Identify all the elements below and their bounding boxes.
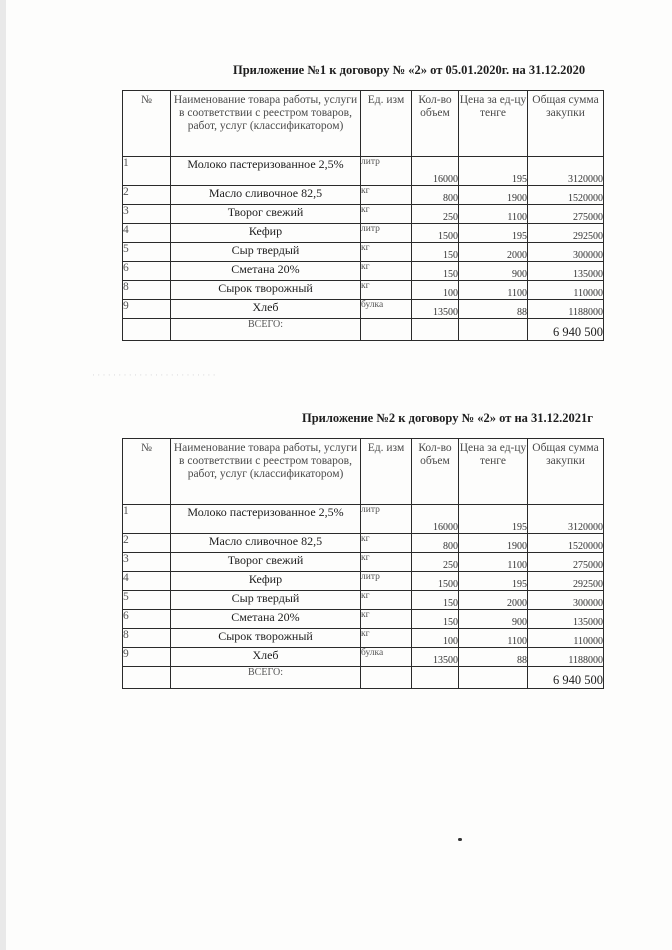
cell-price: 1900 xyxy=(459,534,528,553)
cell-price: 900 xyxy=(459,610,528,629)
appendix-1-table xyxy=(122,90,604,341)
col-header-unit: Ед. изм xyxy=(361,91,412,157)
cell-qty: 1500 xyxy=(412,572,459,591)
cell-num: 8 xyxy=(123,281,171,300)
cell-item-name: Масло сливочное 82,5 xyxy=(171,534,361,553)
cell-unit: булка xyxy=(361,300,412,319)
cell-item-name: Творог свежий xyxy=(171,553,361,572)
total-row xyxy=(123,667,604,689)
cell-total: 300000 xyxy=(528,591,604,610)
cell-total: 1520000 xyxy=(528,534,604,553)
cell-price: 2000 xyxy=(459,243,528,262)
total-row xyxy=(123,319,604,341)
total-empty-cell xyxy=(123,319,171,341)
cell-price: 88 xyxy=(459,300,528,319)
cell-item-name: Сырок творожный xyxy=(171,281,361,300)
col-header-qty: Кол-во объем xyxy=(412,91,459,157)
col-header-qty: Кол-во объем xyxy=(412,439,459,505)
cell-unit: литр xyxy=(361,224,412,243)
cell-num: 1 xyxy=(123,505,171,534)
cell-item-name: Молоко пастеризованное 2,5% xyxy=(171,505,361,534)
total-empty-cell xyxy=(412,319,459,341)
cell-price: 195 xyxy=(459,572,528,591)
appendix-2-table xyxy=(122,438,604,689)
cell-unit: литр xyxy=(361,157,412,186)
cell-price: 1100 xyxy=(459,629,528,648)
cell-price: 1100 xyxy=(459,281,528,300)
cell-num: 3 xyxy=(123,205,171,224)
faint-bleedthrough: · · · · · · · · · · · · · · · · · · · · · · · · xyxy=(92,370,216,380)
cell-total: 300000 xyxy=(528,243,604,262)
table-row xyxy=(123,205,604,224)
total-empty-cell xyxy=(361,667,412,689)
table-row xyxy=(123,157,604,186)
cell-num: 1 xyxy=(123,157,171,186)
col-header-num: № xyxy=(123,91,171,157)
cell-price: 88 xyxy=(459,648,528,667)
total-empty-cell xyxy=(361,319,412,341)
cell-total: 3120000 xyxy=(528,157,604,186)
cell-item-name: Сыр твердый xyxy=(171,591,361,610)
cell-qty: 150 xyxy=(412,243,459,262)
col-header-total: Общая сумма закупки xyxy=(528,91,604,157)
cell-item-name: Творог свежий xyxy=(171,205,361,224)
cell-qty: 13500 xyxy=(412,300,459,319)
table-row xyxy=(123,610,604,629)
cell-total: 135000 xyxy=(528,262,604,281)
cell-price: 900 xyxy=(459,262,528,281)
cell-qty: 250 xyxy=(412,205,459,224)
cell-num: 6 xyxy=(123,262,171,281)
cell-unit: кг xyxy=(361,610,412,629)
cell-num: 6 xyxy=(123,610,171,629)
table-row xyxy=(123,534,604,553)
cell-num: 8 xyxy=(123,629,171,648)
cell-qty: 100 xyxy=(412,281,459,300)
cell-unit: булка xyxy=(361,648,412,667)
cell-unit: кг xyxy=(361,553,412,572)
cell-total: 1188000 xyxy=(528,300,604,319)
cell-item-name: Сыр твердый xyxy=(171,243,361,262)
cell-total: 275000 xyxy=(528,205,604,224)
cell-qty: 150 xyxy=(412,610,459,629)
cell-price: 195 xyxy=(459,224,528,243)
total-empty-cell xyxy=(123,667,171,689)
appendix-2-heading: Приложение №2 к договору № «2» от на 31.12.2021г xyxy=(302,411,593,425)
cell-num: 2 xyxy=(123,534,171,553)
total-empty-cell xyxy=(459,319,528,341)
col-header-total: Общая сумма закупки xyxy=(528,439,604,505)
table-row xyxy=(123,505,604,534)
cell-price: 2000 xyxy=(459,591,528,610)
table-row xyxy=(123,224,604,243)
cell-num: 2 xyxy=(123,186,171,205)
cell-unit: литр xyxy=(361,505,412,534)
cell-total: 3120000 xyxy=(528,505,604,534)
cell-unit: литр xyxy=(361,572,412,591)
cell-qty: 800 xyxy=(412,534,459,553)
total-value: 6 940 500 xyxy=(528,667,604,689)
col-header-price: Цена за ед-цу тенге xyxy=(459,91,528,157)
cell-qty: 150 xyxy=(412,262,459,281)
cell-unit: кг xyxy=(361,243,412,262)
cell-num: 5 xyxy=(123,591,171,610)
table-header-row xyxy=(123,439,604,505)
appendix-1-rows xyxy=(123,157,604,341)
appendix-2-rows xyxy=(123,505,604,689)
cell-num: 3 xyxy=(123,553,171,572)
cell-item-name: Хлеб xyxy=(171,300,361,319)
cell-unit: кг xyxy=(361,534,412,553)
cell-total: 292500 xyxy=(528,224,604,243)
total-label: ВСЕГО: xyxy=(171,319,361,341)
cell-qty: 150 xyxy=(412,591,459,610)
cell-unit: кг xyxy=(361,591,412,610)
scan-speck xyxy=(458,838,462,841)
cell-total: 1188000 xyxy=(528,648,604,667)
cell-unit: кг xyxy=(361,629,412,648)
cell-price: 195 xyxy=(459,505,528,534)
col-header-unit: Ед. изм xyxy=(361,439,412,505)
table-row xyxy=(123,243,604,262)
table-row xyxy=(123,572,604,591)
col-header-price: Цена за ед-цу тенге xyxy=(459,439,528,505)
cell-price: 1100 xyxy=(459,205,528,224)
cell-price: 1900 xyxy=(459,186,528,205)
cell-qty: 16000 xyxy=(412,157,459,186)
table-row xyxy=(123,186,604,205)
table-row xyxy=(123,629,604,648)
cell-qty: 1500 xyxy=(412,224,459,243)
table-header-row xyxy=(123,91,604,157)
cell-qty: 13500 xyxy=(412,648,459,667)
cell-item-name: Сметана 20% xyxy=(171,262,361,281)
cell-item-name: Сметана 20% xyxy=(171,610,361,629)
cell-total: 135000 xyxy=(528,610,604,629)
cell-item-name: Масло сливочное 82,5 xyxy=(171,186,361,205)
table-row xyxy=(123,648,604,667)
cell-total: 275000 xyxy=(528,553,604,572)
table-row xyxy=(123,281,604,300)
cell-unit: кг xyxy=(361,205,412,224)
cell-price: 195 xyxy=(459,157,528,186)
total-value: 6 940 500 xyxy=(528,319,604,341)
cell-item-name: Молоко пастеризованное 2,5% xyxy=(171,157,361,186)
cell-unit: кг xyxy=(361,281,412,300)
cell-total: 1520000 xyxy=(528,186,604,205)
cell-num: 4 xyxy=(123,224,171,243)
cell-unit: кг xyxy=(361,262,412,281)
appendix-1-heading: Приложение №1 к договору № «2» от 05.01.2020г. на 31.12.2020 xyxy=(233,63,586,77)
table-row xyxy=(123,300,604,319)
cell-qty: 800 xyxy=(412,186,459,205)
scan-edge xyxy=(0,0,6,950)
cell-qty: 16000 xyxy=(412,505,459,534)
cell-qty: 100 xyxy=(412,629,459,648)
cell-item-name: Кефир xyxy=(171,224,361,243)
cell-total: 110000 xyxy=(528,629,604,648)
total-empty-cell xyxy=(412,667,459,689)
total-empty-cell xyxy=(459,667,528,689)
cell-total: 292500 xyxy=(528,572,604,591)
cell-qty: 250 xyxy=(412,553,459,572)
cell-num: 5 xyxy=(123,243,171,262)
cell-item-name: Хлеб xyxy=(171,648,361,667)
cell-num: 9 xyxy=(123,648,171,667)
cell-unit: кг xyxy=(361,186,412,205)
total-label: ВСЕГО: xyxy=(171,667,361,689)
col-header-num: № xyxy=(123,439,171,505)
cell-num: 9 xyxy=(123,300,171,319)
table-row xyxy=(123,553,604,572)
cell-item-name: Кефир xyxy=(171,572,361,591)
cell-item-name: Сырок творожный xyxy=(171,629,361,648)
cell-num: 4 xyxy=(123,572,171,591)
table-row xyxy=(123,591,604,610)
col-header-name: Наименование товара работы, услуги в соответствии с реестром товаров, работ, услуг (классификатором) xyxy=(171,439,361,505)
table-row xyxy=(123,262,604,281)
col-header-name: Наименование товара работы, услуги в соответствии с реестром товаров, работ, услуг (классификатором) xyxy=(171,91,361,157)
cell-price: 1100 xyxy=(459,553,528,572)
cell-total: 110000 xyxy=(528,281,604,300)
